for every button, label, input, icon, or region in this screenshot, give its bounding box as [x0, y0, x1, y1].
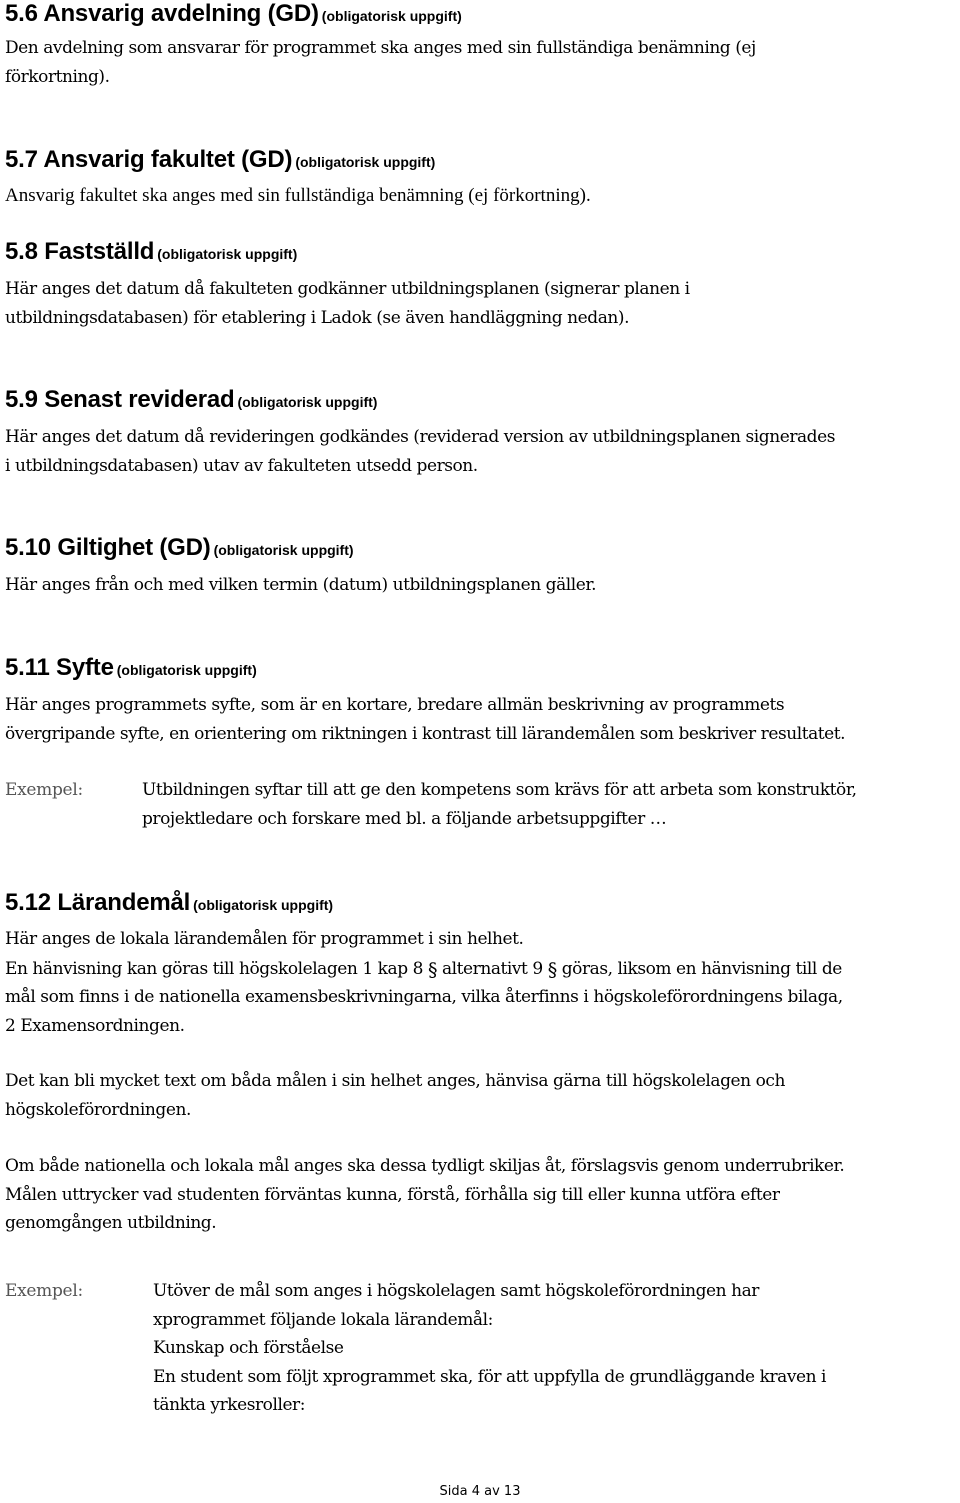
section-body — [5, 34, 957, 91]
section-5-7 — [5, 145, 957, 177]
text-line: mål som finns i de nationella examensbeskrivningarna, vilka återfinns i högskoleförordningens bilaga, — [5, 987, 843, 1007]
section-sign: § — [427, 958, 438, 981]
section-body — [5, 182, 957, 211]
section-5-12 — [5, 888, 957, 920]
section-5-11 — [5, 653, 957, 685]
text-line: Här anges det datum då fakulteten godkänner utbildningsplanen (signerar planen i — [5, 279, 690, 299]
section-body — [5, 423, 957, 480]
text-line: Ansvarig fakultet ska anges med sin fullständiga benämning (ej förkortning). — [5, 185, 591, 206]
section-body — [5, 691, 957, 748]
paragraph — [5, 1067, 957, 1124]
text-line: tänkta yrkesroller: — [153, 1395, 306, 1415]
section-sign: § — [547, 958, 557, 981]
text-line: xprogrammet följande lokala lärandemål: — [153, 1309, 493, 1330]
page-number: Sida 4 av 13 — [439, 1484, 521, 1499]
text-line: Den avdelning som ansvarar för programmet ska anges med sin fullständiga benämning (ej — [5, 38, 756, 58]
section-body — [5, 925, 957, 1040]
text-line: En hänvisning kan göras till högskolelagen 1 kap 8 § alternativt 9 § göras, liksom en hänvisning till de — [5, 954, 957, 984]
text-line: projektledare och forskare med bl. a följande arbetsuppgifter … — [142, 808, 667, 829]
text-line: genomgången utbildning. — [5, 1213, 217, 1233]
section-heading: 5.10 Giltighet (GD) (obligatorisk uppgift) — [5, 534, 354, 561]
text-line: Utbildningen syftar till att ge den kompetens som krävs för att arbeta som konstruktör, — [142, 780, 857, 800]
text-line: högskoleförordningen. — [5, 1099, 191, 1120]
section-heading: 5.6 Ansvarig avdelning (GD) (obligatorisk uppgift) — [5, 0, 462, 27]
text-line: övergripande syfte, en orientering om riktningen i kontrast till lärandemålen som beskriver resultatet. — [5, 723, 846, 744]
text-line: Kunskap och förståelse — [153, 1338, 344, 1358]
text-line: Här anges programmets syfte, som är en kortare, bredare allmän beskrivning av programmets — [5, 695, 785, 715]
section-5-10 — [5, 533, 957, 565]
section-5-8 — [5, 237, 957, 269]
section-heading: 5.11 Syfte (obligatorisk uppgift) — [5, 654, 257, 681]
example-label: Exempel: — [5, 1281, 83, 1301]
section-body — [5, 571, 957, 600]
text-line: Här anges de lokala lärandemålen för programmet i sin helhet. — [5, 929, 524, 949]
example-label: Exempel: — [5, 780, 83, 800]
section-heading: 5.7 Ansvarig fakultet (GD) (obligatorisk uppgift) — [5, 146, 436, 173]
example-text — [142, 776, 857, 833]
section-5-6 — [5, 0, 957, 31]
text-line: Det kan bli mycket text om båda målen i sin helhet anges, hänvisa gärna till högskolelagen och — [5, 1071, 785, 1091]
section-5-9 — [5, 385, 957, 417]
text-line: Här anges det datum då revideringen godkändes (reviderad version av utbildningsplanen signerades — [5, 427, 835, 447]
text-line: i utbildningsdatabasen) utav av fakulteten utsedd person. — [5, 455, 478, 476]
paragraph — [5, 1152, 957, 1238]
section-heading: 5.12 Lärandemål (obligatorisk uppgift) — [5, 889, 334, 916]
section-heading: 5.9 Senast reviderad (obligatorisk uppgift) — [5, 386, 378, 413]
text-line: En student som följt xprogrammet ska, för att uppfylla de grundläggande kraven i — [153, 1366, 827, 1387]
example-text — [153, 1277, 826, 1420]
text-line: Utöver de mål som anges i högskolelagen samt högskoleförordningen har — [153, 1281, 759, 1301]
section-heading: 5.8 Fastställd (obligatorisk uppgift) — [5, 238, 298, 265]
text-line: Om både nationella och lokala mål anges ska dessa tydligt skiljas åt, förslagsvis genom underrubriker. — [5, 1156, 845, 1176]
text-line: Här anges från och med vilken termin (datum) utbildningsplanen gäller. — [5, 575, 597, 595]
text-line: Målen uttrycker vad studenten förväntas kunna, förstå, förhålla sig till eller kunna utföra efter — [5, 1184, 780, 1205]
section-body — [5, 275, 957, 332]
text-line: utbildningsdatabasen) för etablering i Ladok (se även handläggning nedan). — [5, 307, 630, 328]
text-line: 2 Examensordningen. — [5, 1015, 185, 1036]
text-line: förkortning). — [5, 66, 110, 87]
